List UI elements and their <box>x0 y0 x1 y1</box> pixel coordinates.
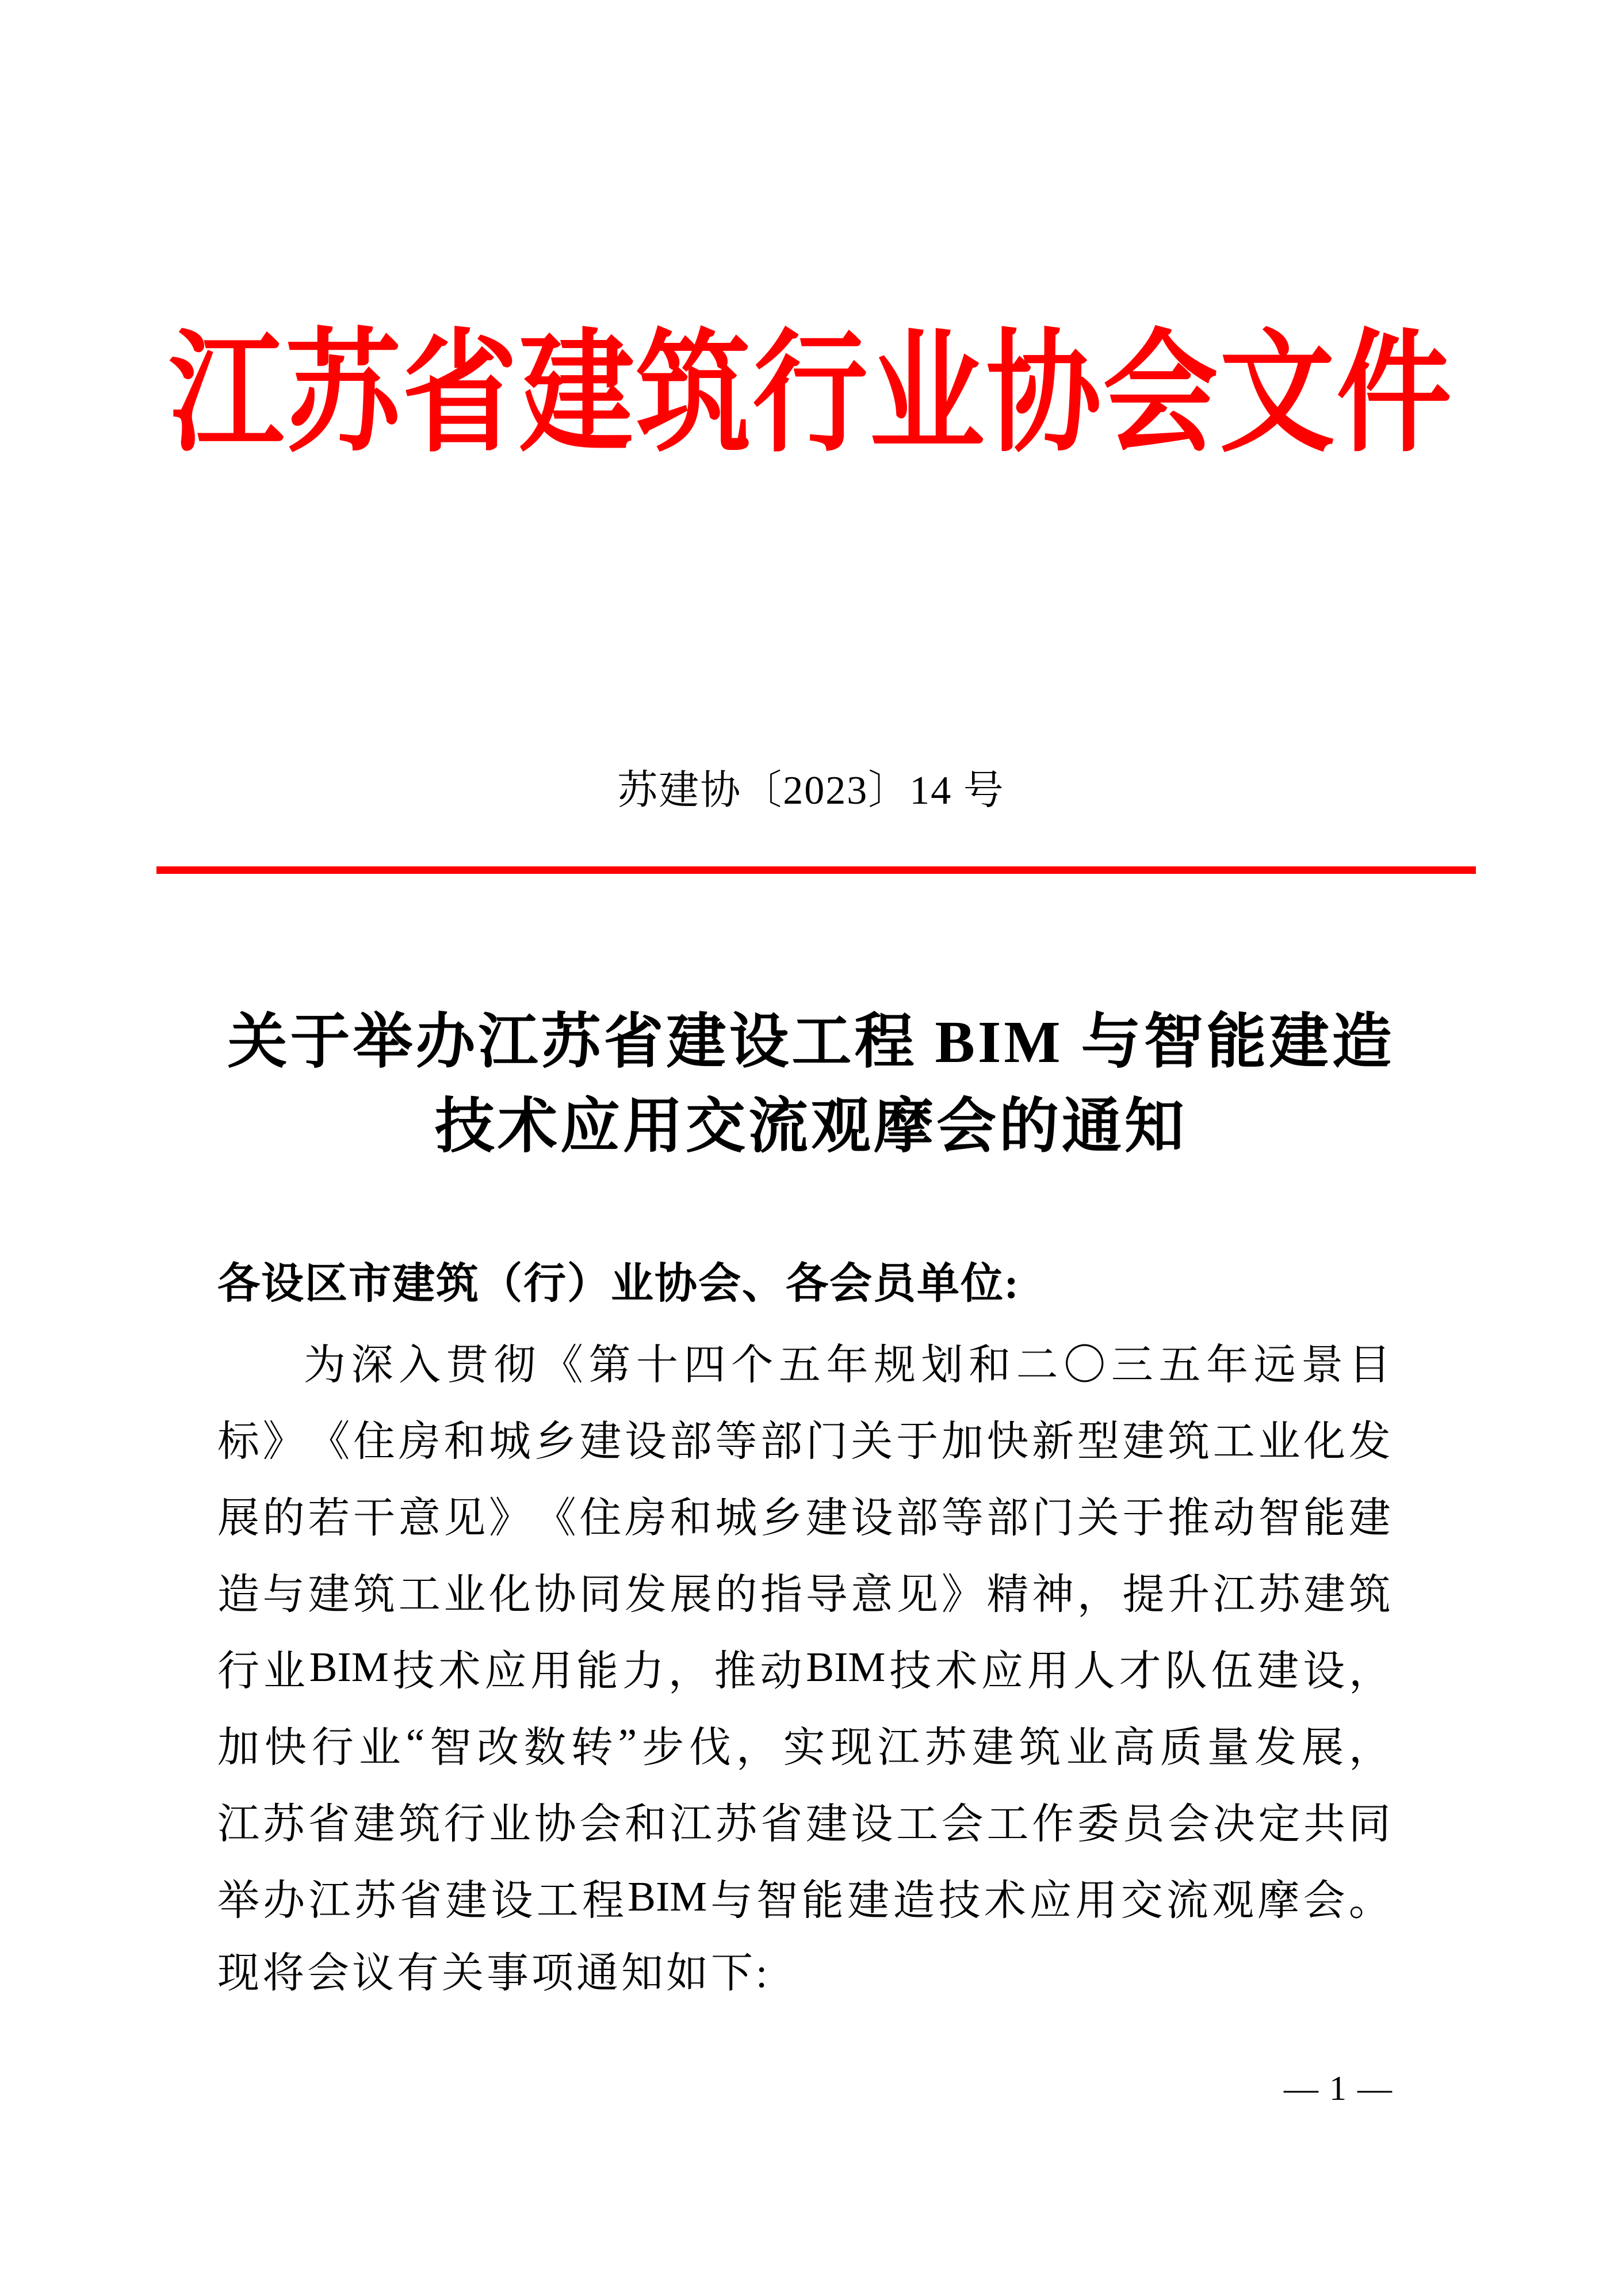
doc-title <box>0 1000 1622 1169</box>
body-line: 加 快 行 业 “ 智 改 数 转 ” 步 伐 ， 实 现 江 苏 建 筑 业 高 质 量 发 展 ， <box>217 1720 1391 1771</box>
salutation: 各设区市建筑（行）业协会、各会员单位: <box>217 1260 1020 1308</box>
red-divider-line <box>156 866 1476 874</box>
body-line: 现将会议有关事项通知如下: <box>217 1950 771 1996</box>
doc-title-line-2: 技术应用交流观摩会的通知 <box>434 1094 1187 1160</box>
doc-title-line-1: 关于举办江苏省建设工程 BIM 与智能建造 <box>227 1009 1395 1075</box>
body-line: 举 办 江 苏 省 建 设 工 程 BIM 与 智 能 建 造 技 术 应 用 交 流 观 摩 会 。 <box>217 1873 1391 1924</box>
body-line: 为 深 入 贯 彻 《 第 十 四 个 五 年 规 划 和 二 〇 三 五 年 远 景 目 <box>304 1342 1391 1388</box>
body-line: 行 业 BIM 技 术 应 用 能 力 ， 推 动 BIM 技 术 应 用 人 才 队 伍 建 设 ， <box>217 1643 1391 1694</box>
doc-number: 苏建协〔2023〕14 号 <box>617 769 1005 813</box>
body-line: 展 的 若 干 意 见 》 《 住 房 和 城 乡 建 设 部 等 部 门 关 于 推 动 智 能 建 <box>217 1495 1391 1541</box>
body-line: 江 苏 省 建 筑 行 业 协 会 和 江 苏 省 建 设 工 会 工 作 委 员 会 决 定 共 同 <box>217 1801 1391 1847</box>
body-line: 造 与 建 筑 工 业 化 协 同 发 展 的 指 导 意 见 》 精 神 ， 提 升 江 苏 建 筑 <box>217 1571 1391 1618</box>
body-line: 标 》 《 住 房 和 城 乡 建 设 部 等 部 门 关 于 加 快 新 型 建 筑 工 业 化 发 <box>217 1418 1391 1465</box>
page-number: — 1 — <box>1284 2069 1393 2107</box>
body-paragraph <box>217 1323 1391 2011</box>
org-header-title: 江苏省建筑行业协会文件 <box>169 322 1453 468</box>
doc-body <box>217 1246 1391 2011</box>
